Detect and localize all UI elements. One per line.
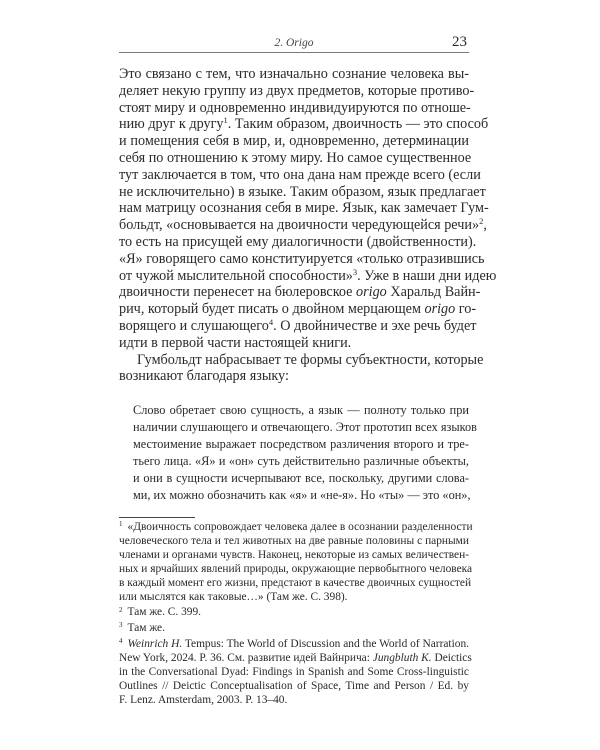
text-line: [119, 694, 469, 708]
text-line: [119, 133, 469, 150]
text-line: [119, 549, 469, 563]
text-run: идти в первой части настоящей книги.: [119, 334, 352, 351]
text-line: [119, 652, 472, 666]
text-run: . Уже в наши дни идею: [357, 267, 497, 284]
text-run: F. Lenz. Amsterdam, 2003. P. 13–40.: [119, 693, 288, 706]
text-run: Харальд Вайн-: [386, 284, 481, 301]
text-run: ми, их можно обозначить как «я» и «не-я». Но «ты» — это «он»,: [133, 488, 471, 502]
text-line: [119, 166, 481, 184]
text-line: [119, 216, 487, 234]
text-line: [119, 666, 469, 680]
footnote: [119, 606, 469, 620]
text-line: [119, 250, 485, 268]
text-line: [119, 576, 472, 591]
text-run: Weinrich H.: [127, 638, 183, 651]
footnote-ref: 4: [268, 316, 274, 327]
footnote-ref: 3: [352, 266, 358, 277]
paragraph: [119, 351, 484, 386]
text-run: в каждый момент его жизни, предстают в качестве двоичных сущностей: [119, 576, 472, 589]
footnote-ref: 1: [223, 115, 228, 126]
text-line: [119, 335, 469, 352]
text-line: [119, 680, 469, 694]
text-line: [119, 622, 469, 636]
text-run: стоят миру и одновременно индивидуируются по отноше-: [119, 99, 471, 116]
text-run: ворящего и слушающего: [119, 317, 269, 334]
text-run: . О двойничестве и эхе речь будет: [273, 317, 477, 334]
text-run: наличии слушающего и отвечающего. Этот прототип всех языков: [133, 420, 477, 434]
footnote: [119, 637, 472, 708]
text-line: [119, 82, 475, 100]
text-run: Гумбольдт набрасывает те формы субъектности, которые: [137, 351, 484, 368]
footnote-ref: 2: [479, 216, 484, 227]
text-run: in the Conversational Dyad: Findings in Spanish and Some Cross-linguistic: [119, 666, 469, 679]
text-run: нию друг к другу: [119, 116, 224, 133]
text-line: [119, 183, 486, 201]
text-run: ных и ярчайших явлений природы, окружающие первобытного человека: [119, 562, 473, 575]
text-run: Deictics: [431, 652, 472, 665]
main-text: [119, 66, 497, 385]
text-run: больдт, «основывается на двоичности чередующейся речи»: [119, 217, 480, 234]
text-run: origo: [424, 301, 456, 318]
running-title: 2. Origo: [274, 37, 314, 49]
text-run: Слово обретает свою сущность, а язык — полноту только при: [133, 403, 469, 417]
text-run: человеческого тела и тел животных на две равные половины с парными: [119, 534, 469, 547]
text-line: [133, 487, 469, 504]
text-line: [119, 316, 477, 335]
text-run: Это связано с тем, что изначально сознание человека вы-: [119, 66, 469, 82]
text-run: Tempus: The World of Discussion and the World of Narration.: [182, 638, 469, 651]
text-line: [119, 591, 469, 605]
text-run: двоичности перенесет на бюлеровское: [119, 284, 357, 301]
text-line: [119, 368, 469, 385]
text-run: Jungbluth K.: [372, 652, 432, 665]
text-run: себя по отношению к этому миру. Но самое существенное: [119, 149, 472, 166]
text-run: origo: [356, 284, 387, 301]
text-line: [119, 638, 469, 652]
text-run: «Я» говорящего само конституируется «только отразившись: [119, 250, 485, 267]
text-line: [133, 453, 469, 470]
text-line: [119, 149, 472, 167]
text-run: не исключительно) в языке. Таким образом, язык предлагает: [119, 183, 486, 200]
text-run: . Таким образом, двоичность — это способ: [227, 116, 489, 133]
text-run: рич, который будет писать о двойном мерцающем: [119, 301, 425, 318]
text-run: «Двоичность сопровождает человека далее в осознании разделенности: [127, 521, 473, 533]
block-quote: [133, 402, 477, 504]
text-line: [133, 402, 469, 419]
footnote-divider: [119, 517, 195, 518]
text-run: или мыслятся как таковые…» (Там же. С. 398).: [119, 590, 348, 603]
text-run: тьего лица. «Я» и «он» суть действительно различные объекты,: [133, 454, 469, 468]
footnote: [119, 622, 469, 636]
text-run: то есть на присущей ему диалогичности (двойственности).: [119, 233, 477, 250]
running-header: [119, 34, 469, 53]
text-line: [119, 233, 477, 251]
text-run: Там же. С. 399.: [127, 606, 202, 619]
page-number: 23: [452, 34, 467, 50]
text-run: го-: [455, 301, 477, 318]
text-run: нам матрицу осознания себя в мире. Язык, как замечает Гум-: [119, 200, 489, 217]
text-run: и помещения себя в мир, и, одновременно, детерминации: [119, 133, 469, 150]
text-line: [119, 266, 497, 285]
footnote-number: 3: [119, 621, 123, 630]
text-line: [119, 535, 469, 549]
text-line: [119, 351, 484, 369]
text-line: [133, 470, 469, 487]
footnote-number: 4: [119, 637, 123, 646]
text-run: тут заключается в том, что она дана нам прежде всего (если: [119, 166, 481, 183]
footnote-number: 1: [119, 520, 123, 529]
text-line: [119, 284, 481, 301]
text-run: возникают благодаря языку:: [119, 368, 289, 385]
text-run: New York, 2024. P. 36. См. развитие идей Вайнрича:: [119, 652, 373, 665]
text-run: Там же.: [127, 622, 165, 635]
footnotes: [119, 520, 473, 710]
footnote-number: 2: [119, 605, 123, 614]
text-run: деляет некую группу из двух предметов, которые противо-: [119, 82, 475, 99]
text-run: от чужой мыслительной способности»: [119, 267, 353, 284]
text-line: [119, 562, 473, 577]
text-line: [119, 100, 469, 117]
text-line: [119, 301, 477, 318]
footnote: [119, 520, 473, 604]
text-line: [119, 115, 489, 133]
paragraph: [119, 66, 497, 352]
text-line: [119, 520, 473, 535]
text-line: [119, 66, 469, 83]
text-run: и они в сущности исчерпывают все, поскольку, другими слова-: [133, 471, 469, 485]
text-run: Outlines // Deictic Conceptualisation of Space, Time and Person / Ed. by: [119, 679, 469, 692]
text-run: местоимение выражает посредством различения второго и тре-: [133, 437, 469, 451]
text-line: [119, 606, 469, 620]
text-run: членами и органами чувств. Наконец, некоторые из самых величествен-: [119, 548, 469, 561]
text-line: [119, 200, 489, 217]
text-run: ,: [483, 217, 487, 234]
text-line: [133, 419, 477, 436]
text-line: [133, 436, 469, 453]
